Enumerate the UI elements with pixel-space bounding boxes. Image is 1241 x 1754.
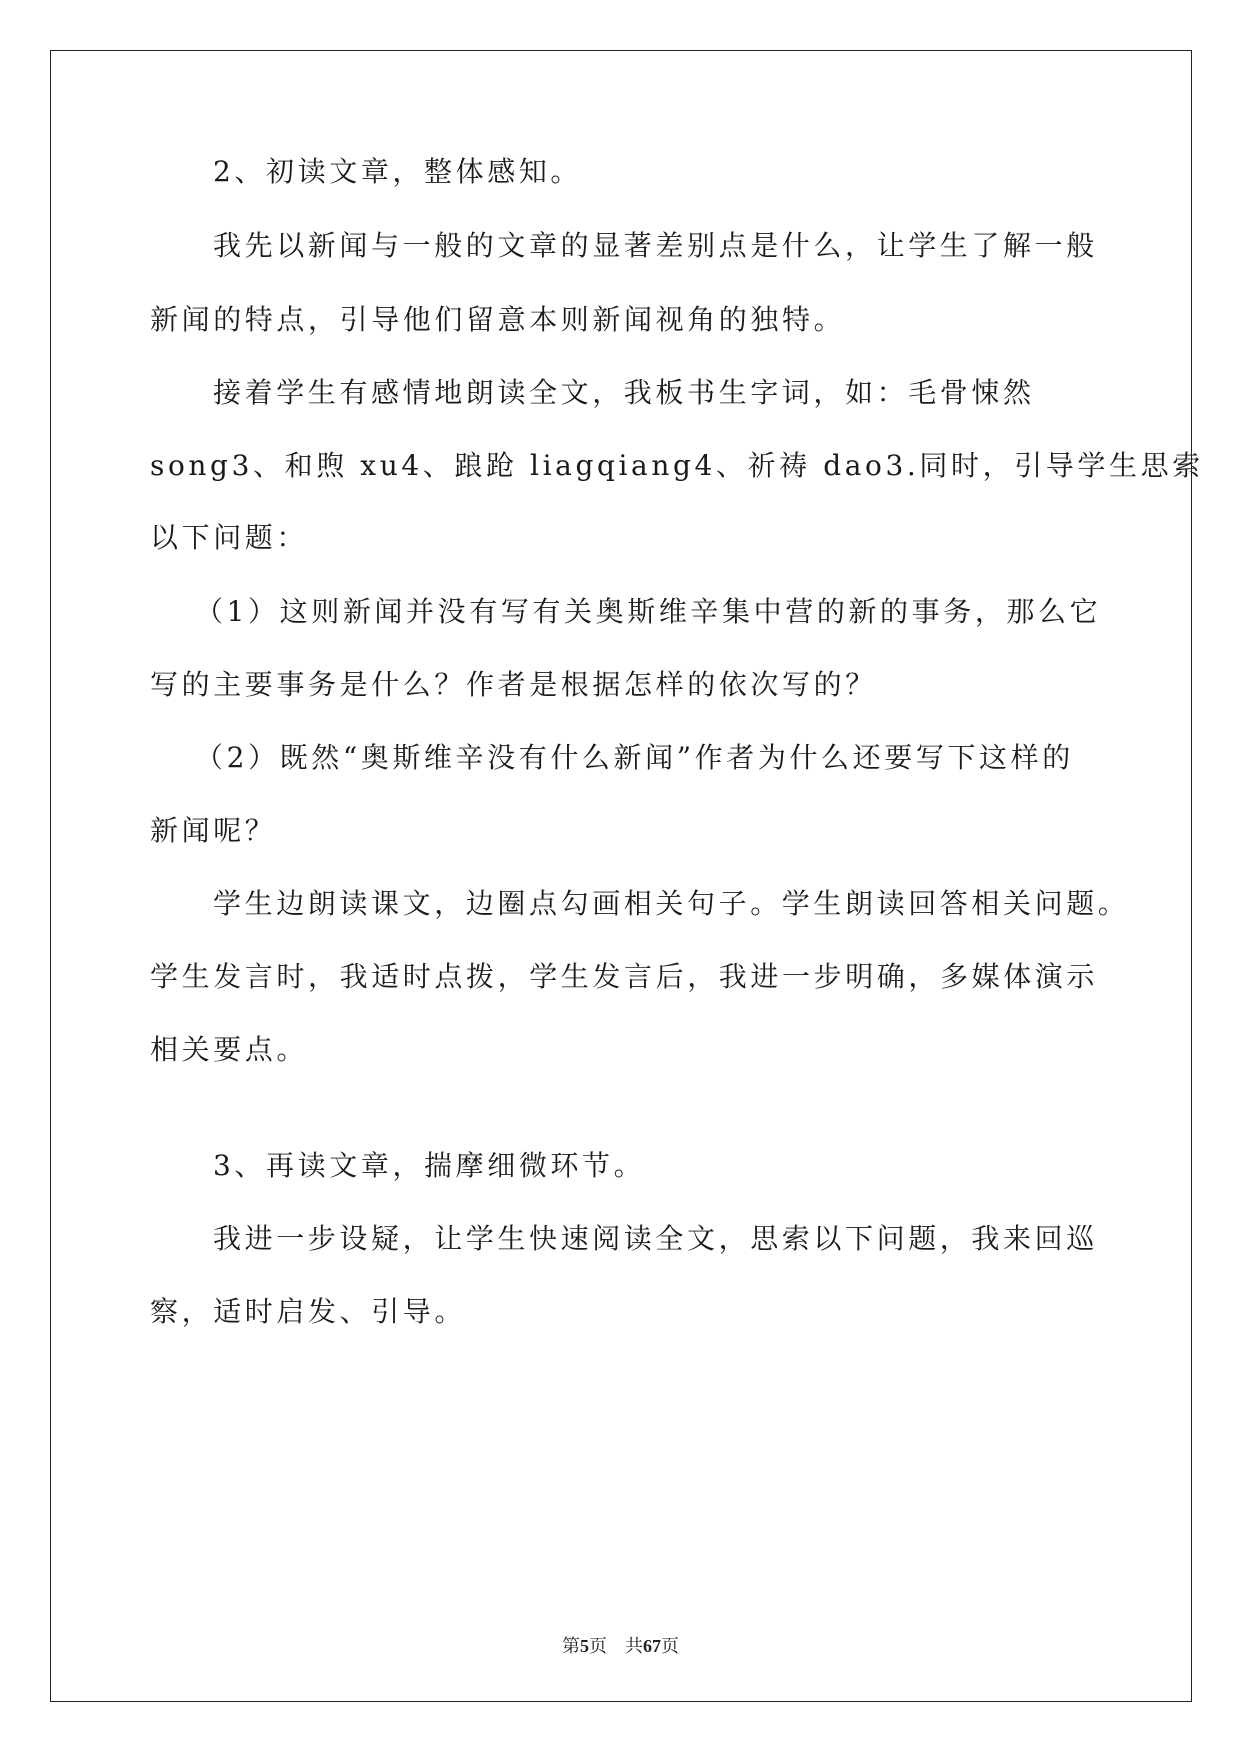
footer-page-suffix: 页	[589, 1636, 607, 1656]
paragraph-line: 学生边朗读课文，边圈点勾画相关句子。学生朗读回答相关问题。	[213, 887, 1130, 920]
paragraph-line: 接着学生有感情地朗读全文，我板书生字词，如：毛骨悚然	[213, 376, 1035, 409]
paragraph-line: 学生发言时，我适时点拨，学生发言后，我进一步明确，多媒体演示	[150, 960, 1099, 993]
page-footer	[0, 1632, 1241, 1658]
page-border	[50, 50, 1192, 1702]
heading-section-3: 3、再读文章，揣摩细微环节。	[213, 1149, 646, 1182]
footer-prefix: 第	[562, 1636, 580, 1656]
paragraph-line: 察，适时启发、引导。	[150, 1295, 467, 1328]
heading-section-2: 2、初读文章，整体感知。	[213, 155, 583, 188]
question-line: （1）这则新闻并没有写有关奥斯维辛集中营的新的事务，那么它	[195, 595, 1102, 628]
question-line: 写的主要事务是什么？作者是根据怎样的依次写的？	[150, 668, 877, 701]
question-line: （2）既然“奥斯维辛没有什么新闻”作者为什么还要写下这样的	[195, 741, 1074, 774]
paragraph-line: 新闻的特点，引导他们留意本则新闻视角的独特。	[150, 303, 846, 336]
paragraph-line: 以下问题：	[150, 521, 309, 554]
footer-total-suffix: 页	[661, 1636, 679, 1656]
current-page-number: 5	[580, 1636, 589, 1656]
paragraph-line: song3、和煦 xu4、踉跄 liagqiang4、祈祷 dao3.同时，引导学生思索	[150, 449, 1204, 482]
total-page-count: 67	[643, 1636, 661, 1656]
question-line: 新闻呢？	[150, 814, 277, 847]
footer-total-prefix: 共	[625, 1636, 643, 1656]
paragraph-line: 我先以新闻与一般的文章的显著差别点是什么，让学生了解一般	[213, 229, 1098, 262]
paragraph-line: 我进一步设疑，让学生快速阅读全文，思索以下问题，我来回巡	[213, 1222, 1098, 1255]
paragraph-line: 相关要点。	[150, 1033, 309, 1066]
